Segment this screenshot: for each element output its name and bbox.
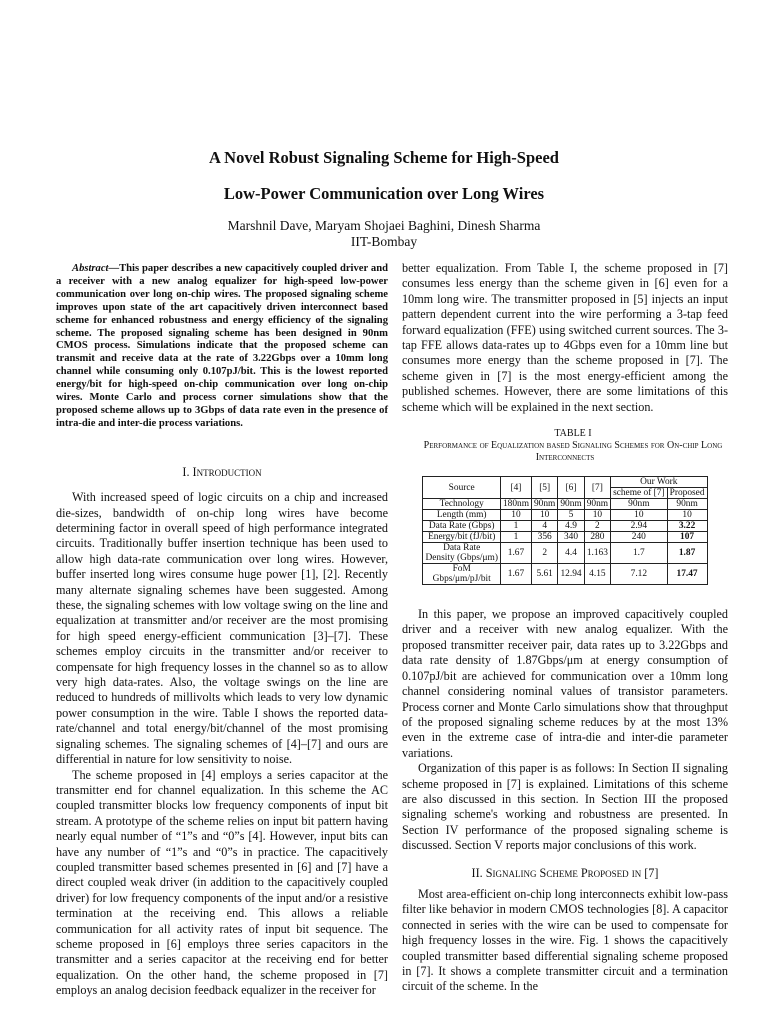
- section-number: II.: [471, 865, 483, 880]
- row-label: [423, 543, 500, 564]
- paper-title-line1: A Novel Robust Signaling Scheme for High-Speed: [209, 148, 559, 167]
- cell: 10: [667, 510, 707, 521]
- abstract-label: Abstract: [72, 263, 109, 274]
- cell: 90nm: [584, 499, 610, 510]
- cell: 4: [531, 521, 557, 532]
- cell: 2: [584, 521, 610, 532]
- section-title: Signaling Scheme Proposed in [7]: [485, 865, 659, 880]
- row-label: Length (mm): [423, 510, 500, 521]
- row-label-line: FoM: [452, 564, 471, 575]
- cell: 1.67: [500, 543, 531, 564]
- cell: 7.12: [611, 564, 668, 585]
- cell: 90nm: [667, 499, 707, 510]
- row-label: Technology: [423, 499, 500, 510]
- section-title: Introduction: [192, 464, 262, 479]
- cell: 90nm: [558, 499, 584, 510]
- right-paragraph-3: Organization of this paper is as follows: In Section II signaling scheme proposed in [7] is explained. Limitations of this scheme are also discussed in this section. In Section III the proposed signaling scheme's working and robustness are presented. In Section IV performance of the proposed signaling scheme is discussed. Section V reports major conclusions of this work.: [402, 761, 728, 853]
- cell: 1: [500, 521, 531, 532]
- table-header-our-work: Our Work: [611, 477, 707, 488]
- cell: 4.9: [558, 521, 584, 532]
- section-heading-introduction: [56, 465, 388, 480]
- right-paragraph-1: better equalization. From Table I, the scheme proposed in [7] consumes less energy than the scheme given in [6] even for a 10mm long wire. The transmitter proposed in [5] injects an input pattern dependent current into the wire performing a 3-tap feed forward equalization (FFE) using switched current sources. The 3-tap FFE allows data-rates up to 4Gbps even for a 10mm line but consumes more energy than the scheme proposed in [7]. The scheme given in [7] is the most energy-efficient among the published schemes. However, there are some limitations of this scheme which will be explained in the next section.: [402, 261, 728, 414]
- abstract: [56, 263, 388, 431]
- table-row: [423, 510, 707, 521]
- cell: 12.94: [558, 564, 584, 585]
- row-label: [423, 564, 500, 585]
- cell: 340: [558, 532, 584, 543]
- authors: Marshnil Dave, Maryam Shojaei Baghini, Dinesh Sharma: [227, 218, 541, 233]
- cell: 107: [667, 532, 707, 543]
- section-number: I.: [182, 464, 190, 479]
- table-header-ref: [7]: [584, 477, 610, 499]
- right-column: [402, 261, 728, 995]
- cell: 2: [531, 543, 557, 564]
- cell: 1.87: [667, 543, 707, 564]
- left-column: [56, 263, 388, 999]
- cell: 280: [584, 532, 610, 543]
- cell: 10: [584, 510, 610, 521]
- section-heading-signaling: [402, 866, 728, 881]
- table-row: [423, 521, 707, 532]
- cell: 5.61: [531, 564, 557, 585]
- cell: 1.163: [584, 543, 610, 564]
- table-subheader: scheme of [7]: [611, 488, 668, 499]
- cell: 240: [611, 532, 668, 543]
- table-row: [423, 543, 707, 564]
- cell: 1.67: [500, 564, 531, 585]
- table-header-source: Source: [423, 477, 500, 499]
- affiliation: IIT-Bombay: [350, 234, 418, 249]
- table-label: TABLE I: [554, 428, 592, 440]
- cell: 10: [531, 510, 557, 521]
- abstract-text: —This paper describes a new capacitively coupled driver and a receiver with a new analog equalizer for high-speed low-power communication over long on-chip wires. The proposed signaling scheme improves upon state of the art capacitively driven interconnect based scheme for enhanced robustness and energy efficiency of the signaling scheme. The proposed signaling scheme has been designed in 90nm CMOS process. Simulations indicate that the proposed scheme can transmit and receive data at the rate of 3.22Gbps over a 10mm long channel while consuming only 0.107pJ/bit. This is the lowest reported energy/bit for high-speed on-chip communication over long on-chip wires. Monte Carlo and process corner simulations show that the proposed scheme allows up to 3Gbps of data rate even in the presence of intra-die and inter-die process variations.: [56, 263, 388, 429]
- table-header-ref: [6]: [558, 477, 584, 499]
- row-label-line: Gbps/μm/pJ/bit: [432, 574, 491, 585]
- cell: 5: [558, 510, 584, 521]
- table-header-ref: [4]: [500, 477, 531, 499]
- table-subheader: Proposed: [667, 488, 707, 499]
- row-label: Energy/bit (fJ/bit): [423, 532, 500, 543]
- cell: 10: [500, 510, 531, 521]
- intro-paragraph-2: The scheme proposed in [4] employs a series capacitor at the transmitter end for channel equalization. In this scheme the AC coupled transmitter blocks low frequency components of input bit stream. A prototype of the scheme relies on input bit pattern having nearly equal number of “1”s and “0”s [4]. However, input bits can have any number of “1”s and “0”s in practice. The capacitively coupled transmitter based schemes presented in [6] and [7] have a direct coupled weak driver (in addition to the capacitively coupled driver) for low frequency components of the input and/or a resistive termination at the receiving end. This allows a reliable communication for all activity rates of input bit sequence. The scheme proposed in [6] employs three series capacitors in the transmitter and a series capacitor at the receiving end for better equalization. On the other hand, the scheme proposed in [7] employs an analog decision feedback equalizer in the receiver for: [56, 767, 388, 998]
- cell: 90nm: [611, 499, 668, 510]
- table-row: [423, 499, 707, 510]
- cell: 10: [611, 510, 668, 521]
- cell: 17.47: [667, 564, 707, 585]
- table-row: [423, 564, 707, 585]
- right-paragraph-4: Most area-efficient on-chip long interconnects exhibit low-pass filter like behavior in modern CMOS technologies [8]. A capacitor connected in series with the wire can be used to compensate for high frequency losses in the wire. Fig. 1 shows the capacitively coupled transmitter based differential signaling scheme proposed in [7]. It shows a complete transmitter circuit and a termination circuit of the scheme. In the: [402, 886, 728, 994]
- row-label: Data Rate (Gbps): [423, 521, 500, 532]
- table-header-ref: [5]: [531, 477, 557, 499]
- row-label-line: Data Rate: [443, 543, 481, 554]
- cell: 2.94: [611, 521, 668, 532]
- row-label-line: Density (Gbps/μm): [425, 553, 498, 564]
- performance-table: [422, 476, 707, 585]
- cell: 180nm: [500, 499, 531, 510]
- intro-paragraph-1: With increased speed of logic circuits on a chip and increased die-sizes, bandwidth of on-chip long wires have become determining factor in overall speed of high performance integrated circuits. Traditionally buffer insertion technique has been used to allow high data-rate communication over long wires. However, buffer inserted long wires consume huge power [1], [2]. Recently many alternate signaling schemes have been suggested. Among these, the signaling schemes with low voltage swing on the line and equalization at transmitter and/or receiver are the most promising for high speed energy-efficient communication [3]–[7]. These schemes employ circuits in the transmitter and/or receiver to compensate for high frequency losses in the channel so as to allow very high data-rates. Also, the voltage swings on the line are reduced to hundreds of millivolts which leads to very low dynamic power consumption in the wire. Table I shows the reported data-rate/channel and total energy/bit/channel of the most promising signaling schemes. The signaling schemes of [4]–[7] and ours are differential in nature for low sensitivity to noise.: [56, 490, 388, 767]
- cell: 90nm: [531, 499, 557, 510]
- paper-title-line2: Low-Power Communication over Long Wires: [223, 184, 545, 203]
- cell: 1.7: [611, 543, 668, 564]
- right-paragraph-2: In this paper, we propose an improved capacitively coupled driver and a receiver with new analog equalizer. With the proposed transmitter receiver pair, data rates up to 3.22Gbps and data rate density of 1.87Gbps/μm at energy consumption of 0.107pJ/bit are achieved for communication over a 10mm long channel considering nominal values of transistor parameters. Process corner and Monte Carlo simulations show that throughput of the proposed signaling scheme reduces by at the most 13% even in the extreme case of intra-die and inter-die parameter variations.: [402, 607, 728, 760]
- cell: 356: [531, 532, 557, 543]
- table-caption: Performance of Equalization based Signaling Schemes for On-chip Long Interconnects: [423, 440, 723, 464]
- cell: 1: [500, 532, 531, 543]
- cell: 3.22: [667, 521, 707, 532]
- table-row: [423, 532, 707, 543]
- cell: 4.4: [558, 543, 584, 564]
- cell: 4.15: [584, 564, 610, 585]
